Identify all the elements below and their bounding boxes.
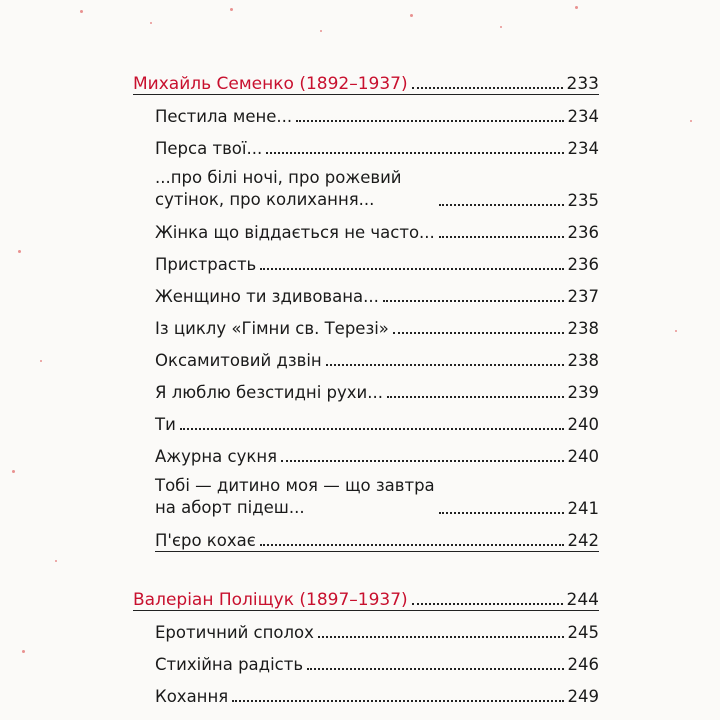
- dot-leader: [260, 544, 564, 546]
- author-title: Михайль Семенко (1892–1937): [133, 74, 408, 94]
- ink-speck: [80, 10, 83, 13]
- author-title: Валеріан Поліщук (1897–1937): [133, 590, 408, 610]
- entry-title: П'єро кохає: [155, 531, 256, 550]
- entry-title: Пристрасть: [155, 255, 257, 274]
- toc-entry[interactable]: [133, 95, 599, 127]
- toc-author-row[interactable]: [133, 62, 599, 94]
- page-number: 234: [567, 139, 599, 158]
- ink-speck: [55, 560, 57, 562]
- entry-title: Із циклу «Гімни св. Терезі»: [155, 319, 389, 338]
- toc-entry[interactable]: [133, 211, 599, 243]
- dot-leader: [412, 603, 563, 605]
- toc-entry[interactable]: [133, 675, 599, 707]
- table-of-contents: [133, 62, 599, 707]
- ink-speck: [690, 120, 692, 122]
- ink-speck: [12, 470, 15, 473]
- page-number: 240: [567, 415, 599, 434]
- toc-entry[interactable]: [133, 275, 599, 307]
- entry-title: Стихійна радість: [155, 655, 304, 674]
- dot-leader: [393, 332, 564, 334]
- toc-entry[interactable]: [133, 243, 599, 275]
- ink-speck: [675, 330, 677, 332]
- dot-leader: [383, 300, 564, 302]
- dot-leader: [266, 152, 563, 154]
- toc-entry[interactable]: [133, 611, 599, 643]
- ink-speck: [410, 14, 413, 17]
- entry-title: Женщино ти здивована...: [155, 287, 379, 306]
- entry-title: Пестила мене...: [155, 107, 293, 126]
- entry-title: Еротичний сполох: [155, 623, 314, 642]
- entry-title: Тобі — дитино моя — що завтра на аборт підеш...: [155, 476, 435, 517]
- dot-leader: [307, 668, 563, 670]
- toc-entry[interactable]: [133, 307, 599, 339]
- page-number: 234: [567, 107, 599, 126]
- page-number: 236: [567, 255, 599, 274]
- dot-leader: [260, 268, 563, 270]
- ink-speck: [22, 650, 25, 653]
- ink-speck: [320, 30, 322, 32]
- dot-leader: [232, 700, 563, 702]
- ink-speck: [40, 360, 42, 362]
- entry-title: Перса твої...: [155, 139, 263, 158]
- page-number: 245: [567, 623, 599, 642]
- page-number: 244: [566, 590, 599, 610]
- dot-leader: [296, 120, 563, 122]
- dot-leader: [439, 512, 564, 514]
- dot-leader: [180, 428, 564, 430]
- entry-title: Жінка що віддається не часто...: [155, 223, 435, 242]
- entry-title: Кохання: [155, 687, 229, 706]
- page-number: 238: [567, 351, 599, 370]
- toc-entry[interactable]: [133, 467, 599, 519]
- entry-title: Я люблю безстидні рухи...: [155, 383, 383, 402]
- dot-leader: [412, 87, 563, 89]
- toc-entry[interactable]: [133, 519, 599, 551]
- toc-author-row[interactable]: [133, 578, 599, 610]
- entry-title: ...про білі ночі, про рожевий сутінок, про колихання...: [155, 168, 402, 209]
- dot-leader: [326, 364, 564, 366]
- page-number: 236: [567, 223, 599, 242]
- entry-title: Оксамитовий дзвін: [155, 351, 322, 370]
- toc-entry[interactable]: [133, 339, 599, 371]
- page-number: 241: [567, 499, 599, 518]
- ink-speck: [18, 250, 21, 253]
- ink-speck: [150, 22, 152, 24]
- toc-entry[interactable]: [133, 159, 599, 211]
- ink-speck: [230, 8, 233, 11]
- toc-entry[interactable]: [133, 643, 599, 675]
- page-number: 249: [567, 687, 599, 706]
- toc-entry[interactable]: [133, 403, 599, 435]
- toc-entry[interactable]: [133, 371, 599, 403]
- page-number: 242: [567, 531, 599, 550]
- toc-entry[interactable]: [133, 435, 599, 467]
- page-number: 235: [567, 191, 599, 210]
- entry-title: Ажурна сукня: [155, 447, 278, 466]
- page-number: 246: [567, 655, 599, 674]
- dot-leader: [318, 636, 564, 638]
- dot-leader: [439, 204, 564, 206]
- dot-leader: [387, 396, 564, 398]
- page-number: 237: [567, 287, 599, 306]
- ink-speck: [575, 6, 578, 9]
- dot-leader: [439, 236, 564, 238]
- section-gap: [133, 552, 599, 578]
- page-number: 233: [566, 74, 599, 94]
- dot-leader: [281, 460, 563, 462]
- ink-speck: [500, 26, 502, 28]
- page-number: 239: [567, 383, 599, 402]
- page-number: 240: [567, 447, 599, 466]
- page-number: 238: [567, 319, 599, 338]
- entry-title: Ти: [155, 415, 176, 434]
- toc-entry[interactable]: [133, 127, 599, 159]
